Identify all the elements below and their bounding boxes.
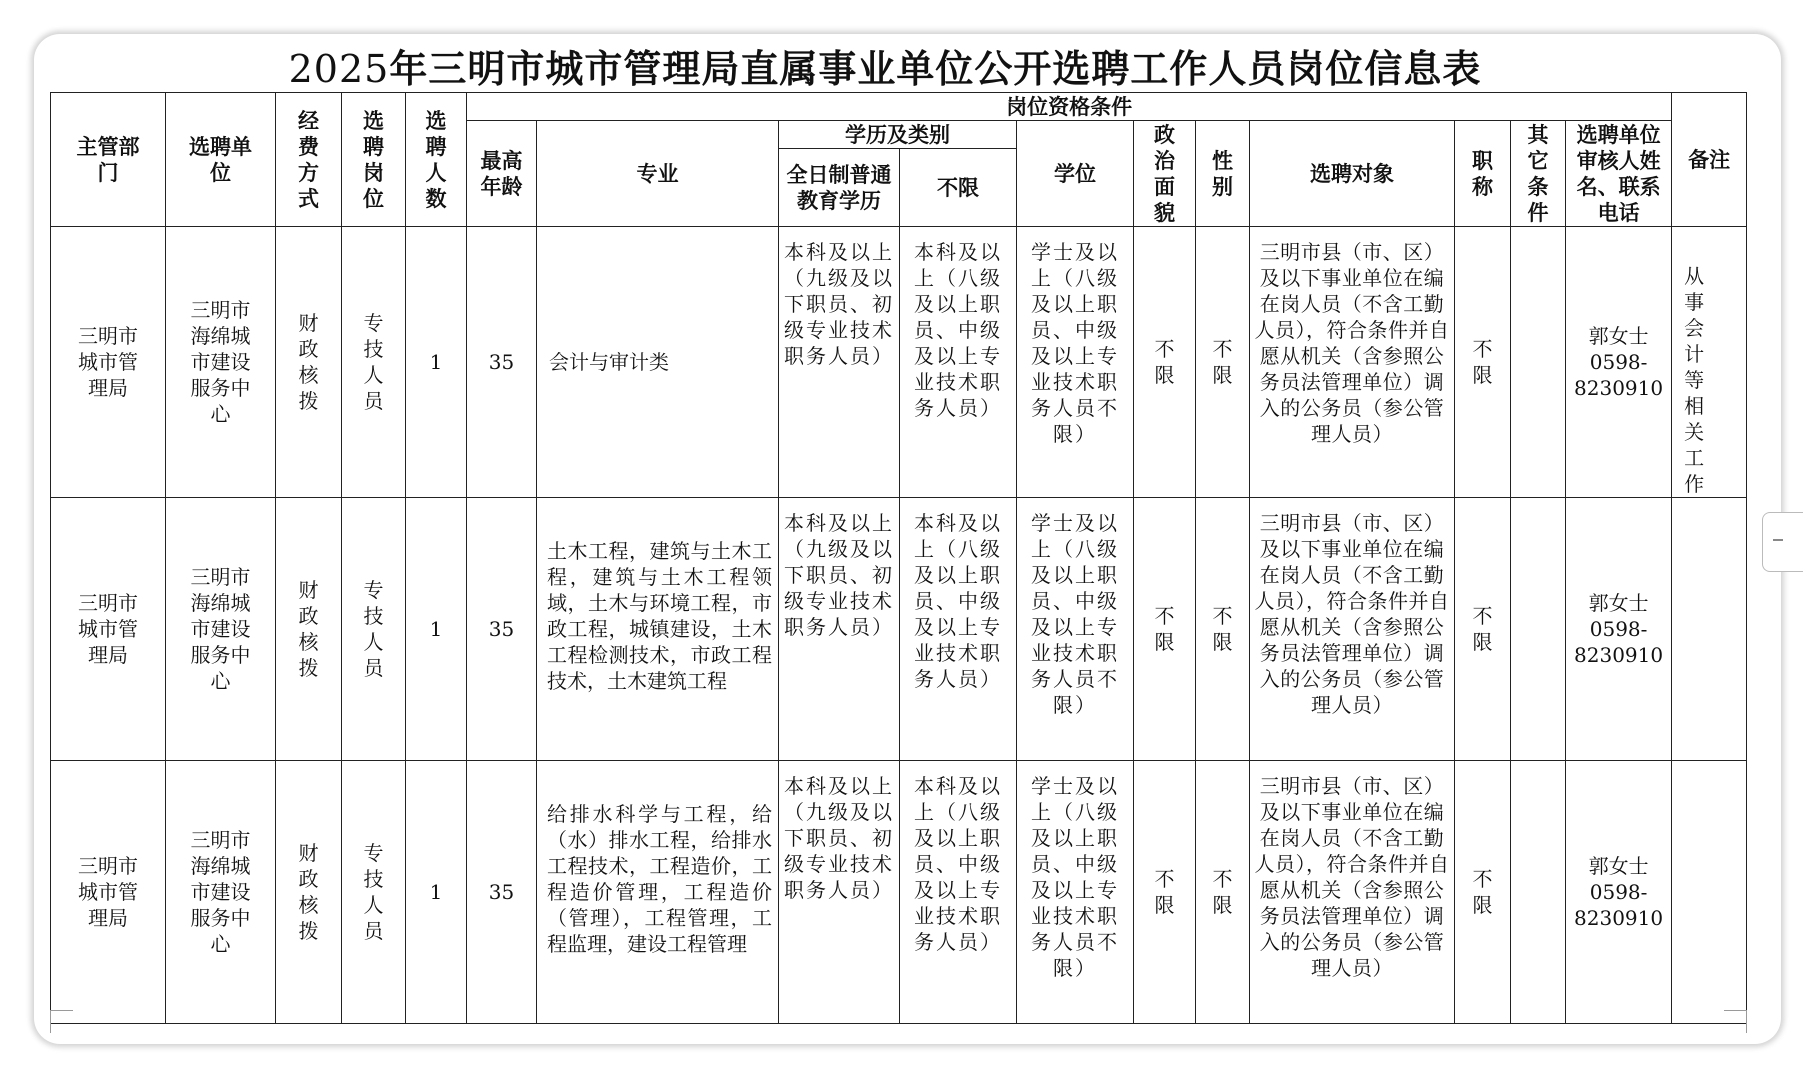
- header-remarks: 备注: [1672, 93, 1747, 227]
- cell-gender: 不限: [1196, 498, 1250, 761]
- header-degree: 学位: [1017, 121, 1134, 227]
- cell-dept: 三明市城市管理局: [51, 761, 166, 1024]
- cell-politics: 不限: [1134, 498, 1196, 761]
- crop-mark-bottom-right: [1724, 1010, 1747, 1033]
- header-target: 选聘对象: [1250, 121, 1455, 227]
- contact-phone: 0598-8230910: [1574, 617, 1664, 667]
- cell-gender: 不限: [1196, 761, 1250, 1024]
- header-count: 选聘人数: [406, 93, 467, 227]
- title-text: 年三明市城市管理局直属事业单位公开选聘工作人员岗位信息表: [389, 46, 1482, 91]
- header-dept: 主管部门: [51, 93, 166, 227]
- cell-unit: 三明市海绵城市建设服务中心: [166, 761, 276, 1024]
- cell-edu-fulltime: 本科及以上（九级及以下职员、初级专业技术职务人员）: [779, 227, 900, 498]
- cell-major: 会计与审计类: [537, 227, 779, 498]
- header-qualifications: 岗位资格条件: [467, 93, 1672, 121]
- cell-funding: 财政核拨: [276, 227, 342, 498]
- contact-phone: 0598-8230910: [1574, 350, 1664, 400]
- cell-funding: 财政核拨: [276, 761, 342, 1024]
- table-row: [51, 498, 1747, 761]
- cell-remarks: 从事会计等相关工作: [1672, 227, 1747, 498]
- cell-degree: 学士及以上（八级及以上职员、中级及以上专业技术职务人员不限）: [1017, 761, 1134, 1024]
- cell-unit: 三明市海绵城市建设服务中心: [166, 498, 276, 761]
- header-gender: 性别: [1196, 121, 1250, 227]
- cell-dept: 三明市城市管理局: [51, 227, 166, 498]
- cell-other: [1511, 761, 1566, 1024]
- cell-count: 1: [406, 227, 467, 498]
- cell-post: 专技人员: [342, 761, 406, 1024]
- minus-icon: [1773, 539, 1783, 541]
- cell-degree: 学士及以上（八级及以上职员、中级及以上专业技术职务人员不限）: [1017, 498, 1134, 761]
- cell-edu-fulltime: 本科及以上（九级及以下职员、初级专业技术职务人员）: [779, 761, 900, 1024]
- header-edu-fulltime: 全日制普通教育学历: [779, 149, 900, 227]
- page-title: [60, 38, 1710, 91]
- side-panel-handle[interactable]: [1762, 512, 1803, 572]
- header-education: 学历及类别: [779, 121, 1017, 149]
- cell-target: 三明市县（市、区）及以下事业单位在编在岗人员（不含工勤人员），符合条件并自愿从机关（含参照公务员法管理单位）调入的公务员（参公管理人员）: [1250, 498, 1455, 761]
- cell-politics: 不限: [1134, 227, 1196, 498]
- cell-unit: 三明市海绵城市建设服务中心: [166, 227, 276, 498]
- cell-politics: 不限: [1134, 761, 1196, 1024]
- cell-age: 35: [467, 227, 537, 498]
- cell-age: 35: [467, 761, 537, 1024]
- cell-target: 三明市县（市、区）及以下事业单位在编在岗人员（不含工勤人员），符合条件并自愿从机关（含参照公务员法管理单位）调入的公务员（参公管理人员）: [1250, 761, 1455, 1024]
- contact-name: 郭女士: [1588, 854, 1649, 878]
- position-info-table: [50, 92, 1747, 1024]
- cell-remarks: [1672, 498, 1747, 761]
- header-title-rank: 职称: [1455, 121, 1511, 227]
- table-row: [51, 227, 1747, 498]
- cell-title-rank: 不限: [1455, 498, 1511, 761]
- cell-funding: 财政核拨: [276, 498, 342, 761]
- cell-post: 专技人员: [342, 227, 406, 498]
- header-contact: 选聘单位审核人姓名、联系电话: [1566, 121, 1672, 227]
- cell-count: 1: [406, 761, 467, 1024]
- cell-remarks: [1672, 761, 1747, 1024]
- title-year: 2025: [288, 47, 390, 91]
- cell-contact: [1566, 227, 1672, 498]
- cell-title-rank: 不限: [1455, 227, 1511, 498]
- cell-edu-any: 本科及以上（八级及以上职员、中级及以上专业技术职务人员）: [900, 227, 1017, 498]
- cell-post: 专技人员: [342, 498, 406, 761]
- cell-target: 三明市县（市、区）及以下事业单位在编在岗人员（不含工勤人员），符合条件并自愿从机关（含参照公务员法管理单位）调入的公务员（参公管理人员）: [1250, 227, 1455, 498]
- table-row: [51, 761, 1747, 1024]
- header-unit: 选聘单位: [166, 93, 276, 227]
- cell-other: [1511, 227, 1566, 498]
- header-post: 选聘岗位: [342, 93, 406, 227]
- cell-count: 1: [406, 498, 467, 761]
- cell-other: [1511, 498, 1566, 761]
- header-other: 其它条件: [1511, 121, 1566, 227]
- contact-name: 郭女士: [1588, 591, 1649, 615]
- cell-major: 给排水科学与工程，给（水）排水工程，给排水工程技术，工程造价，工程造价管理，工程造价（管理），工程管理，工程监理，建设工程管理: [537, 761, 779, 1024]
- header-politics: 政治面貌: [1134, 121, 1196, 227]
- header-age: 最高年龄: [467, 121, 537, 227]
- contact-name: 郭女士: [1588, 324, 1649, 348]
- cell-title-rank: 不限: [1455, 761, 1511, 1024]
- cell-major: 土木工程，建筑与土木工程，建筑与土木工程领域，土木与环境工程，市政工程，城镇建设，土木工程检测技术，市政工程技术，土木建筑工程: [537, 498, 779, 761]
- cell-contact: [1566, 761, 1672, 1024]
- cell-dept: 三明市城市管理局: [51, 498, 166, 761]
- cell-contact: [1566, 498, 1672, 761]
- cell-gender: 不限: [1196, 227, 1250, 498]
- header-edu-any: 不限: [900, 149, 1017, 227]
- cell-edu-any: 本科及以上（八级及以上职员、中级及以上专业技术职务人员）: [900, 498, 1017, 761]
- contact-phone: 0598-8230910: [1574, 880, 1664, 930]
- cell-edu-fulltime: 本科及以上（九级及以下职员、初级专业技术职务人员）: [779, 498, 900, 761]
- cell-age: 35: [467, 498, 537, 761]
- crop-mark-bottom-left: [50, 1010, 73, 1033]
- cell-degree: 学士及以上（八级及以上职员、中级及以上专业技术职务人员不限）: [1017, 227, 1134, 498]
- header-major: 专业: [537, 121, 779, 227]
- cell-edu-any: 本科及以上（八级及以上职员、中级及以上专业技术职务人员）: [900, 761, 1017, 1024]
- header-funding: 经费方式: [276, 93, 342, 227]
